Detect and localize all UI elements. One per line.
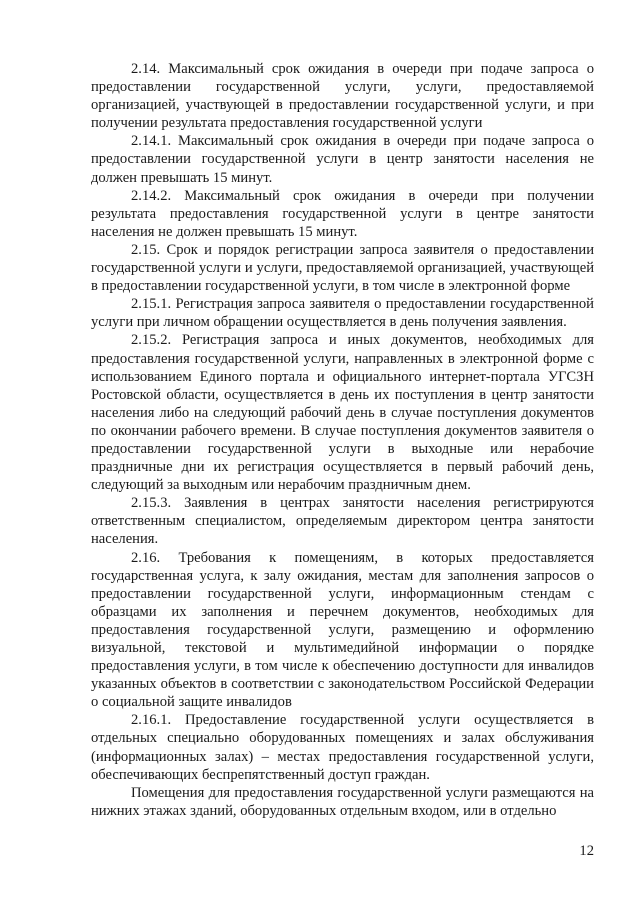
paragraph-2-14-1: 2.14.1. Максимальный срок ожидания в очереди при подаче запроса о предоставлении государственной услуги в центр занятости населения не должен превышать 15 минут.	[91, 133, 594, 186]
paragraph-2-14: 2.14. Максимальный срок ожидания в очереди при подаче запроса о предоставлении государственной услуги, услуги, предоставляемой организацией, участвующей в предоставлении государственной услуги, и при получении результата предоставления государственной услуги	[91, 61, 594, 132]
paragraph-2-16: 2.16. Требования к помещениям, в которых предоставляется государственная услуга, к залу ожидания, местам для заполнения запросов о предоставлении государственной услуги, информационным стендам с образцами их заполнения и перечнем документов, необходимых для предоставления государственной услуги, размещению и оформлению визуальной, текстовой и мультимедийной информации о порядке предоставления услуги, в том числе к обеспечению доступности для инвалидов указанных объектов в соответствии с законодательством Российской Федерации о социальной защите инвалидов	[91, 549, 594, 711]
paragraph-2-15-1: 2.15.1. Регистрация запроса заявителя о предоставлении государственной услуги при личном обращении осуществляется в день получения заявления.	[91, 296, 594, 331]
paragraph-premises: Помещения для предоставления государственной услуги размещаются на нижних этажах зданий, оборудованных отдельным входом, или в отдельно	[91, 784, 594, 819]
paragraph-2-15: 2.15. Срок и порядок регистрации запроса заявителя о предоставлении государственной услуги и услуги, предоставляемой организацией, участвующей в предоставлении государственной услуги, в том числе в электронной форме	[91, 241, 594, 295]
paragraph-2-15-2: 2.15.2. Регистрация запроса и иных документов, необходимых для предоставления государственной услуги, направленных в электронной форме с использованием Единого портала и официального интернет-портала УГСЗН Ростовской области, осуществляется в день их поступления в центр занятости населения либо на следующий рабочий день в случае поступления документов по окончании рабочего времени. В случае поступления документов заявителя о предоставлении государственной услуги в выходные или нерабочие праздничные дни их регистрация осуществляется в первый рабочий день, следующий за выходным или нерабочим праздничным днем.	[91, 332, 594, 494]
page-number: 12	[579, 843, 594, 859]
document-body	[91, 60, 594, 820]
paragraph-2-14-2: 2.14.2. Максимальный срок ожидания в очереди при получении результата предоставления государственной услуги в центре занятости населения не должен превышать 15 минут.	[91, 187, 594, 240]
paragraph-2-16-1: 2.16.1. Предоставление государственной услуги осуществляется в отдельных специально оборудованных помещениях и залах обслуживания (информационных залах) – местах предоставления государственной услуги, обеспечивающих беспрепятственный доступ граждан.	[91, 712, 594, 783]
paragraph-2-15-3: 2.15.3. Заявления в центрах занятости населения регистрируются ответственным специалистом, определяемым директором центра занятости населения.	[91, 495, 594, 548]
